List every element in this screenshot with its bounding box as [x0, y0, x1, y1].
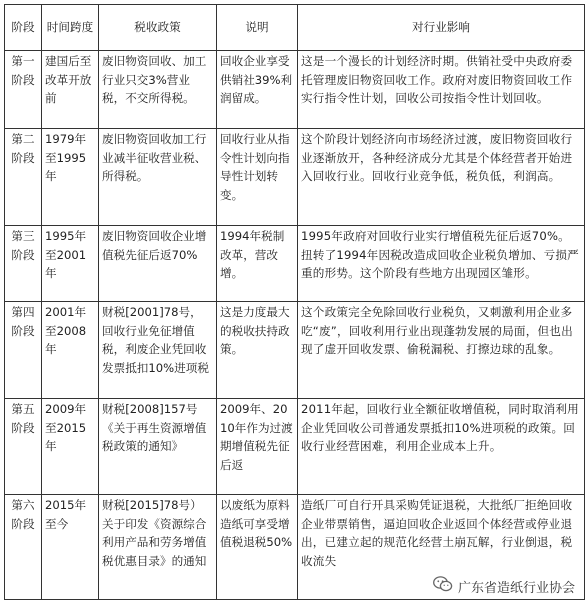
time-cell: 2015年至今 — [42, 495, 99, 600]
policy-cell: 财税[2008]157号《关于再生资源增值税政策的通知》 — [99, 399, 217, 495]
table-row — [5, 226, 585, 302]
stage-cell: 第二阶段 — [5, 129, 42, 226]
note-cell: 1994年税制改革，营改增。 — [217, 226, 298, 302]
impact-cell: 这个阶段计划经济向市场经济过渡，废旧物资回收行业逐渐放开，各种经济成分尤其是个体经营者开始进入回收行业。回收行业竞争低，税负低，利润高。 — [298, 129, 585, 226]
policy-cell: 财税[2015]78号）关于印发《资源综合利用产品和劳务增值税优惠目录》的通知 — [99, 495, 217, 600]
stage-cell: 第三阶段 — [5, 226, 42, 302]
policy-cell: 财税[2001]78号，回收行业免征增值税，利废企业凭回收发票抵扣10%进项税 — [99, 302, 217, 399]
wechat-icon — [433, 576, 453, 596]
tax-policy-table — [4, 4, 585, 600]
time-cell: 2009年至2015年 — [42, 399, 99, 495]
note-cell: 以废纸为原料造纸可享受增值税退税50% — [217, 495, 298, 600]
policy-cell: 废旧物资回收加工行业减半征收营业税、所得税。 — [99, 129, 217, 226]
header-note: 说明 — [217, 5, 298, 51]
impact-cell: 这个政策完全免除回收行业税负，又刺激利用企业多吃“废”，回收利用行业出现蓬勃发展的局面，但也出现了虚开回收发票、偷税漏税、打擦边球的乱象。 — [298, 302, 585, 399]
impact-cell: 2011年起，回收行业全额征收增值税，同时取消利用企业凭回收公司普通发票抵扣10%进项税的政策。回收行业经营困难，利用企业成本上升。 — [298, 399, 585, 495]
stage-cell: 第五阶段 — [5, 399, 42, 495]
policy-cell: 废旧物资回收企业增值税先征后返70% — [99, 226, 217, 302]
impact-cell: 1995年政府对回收行业实行增值税先征后返70%。扭转了1994年因税改造成回收企业税负增加、亏损严重的形势。这个阶段有些地方出现园区雏形。 — [298, 226, 585, 302]
note-cell: 这是力度最大的税收扶持政策。 — [217, 302, 298, 399]
header-impact: 对行业影响 — [298, 5, 585, 51]
header-time: 时间跨度 — [42, 5, 99, 51]
note-cell: 回收企业享受供销社39%利润留成。 — [217, 51, 298, 129]
header-stage: 阶段 — [5, 5, 42, 51]
watermark — [430, 575, 578, 597]
time-cell: 建国后至改革开放前 — [42, 51, 99, 129]
policy-cell: 废旧物资回收、加工行业只交3%营业税，不交所得税。 — [99, 51, 217, 129]
stage-cell: 第四阶段 — [5, 302, 42, 399]
header-row — [5, 5, 585, 51]
stage-cell: 第一阶段 — [5, 51, 42, 129]
table-row — [5, 129, 585, 226]
time-cell: 2001年至2008年 — [42, 302, 99, 399]
time-cell: 1995年至2001年 — [42, 226, 99, 302]
time-cell: 1979年至1995年 — [42, 129, 99, 226]
table-row — [5, 302, 585, 399]
header-policy: 税收政策 — [99, 5, 217, 51]
impact-cell: 造纸厂可自行开具采购凭证退税，大批纸厂拒绝回收企业带票销售，逼迫回收企业返回个体经营或停业退出，已建立起的规范化经营土崩瓦解，行业倒退，税收流失 — [298, 495, 585, 600]
note-cell: 回收行业从指令性计划向指导性计划转变。 — [217, 129, 298, 226]
watermark-text: 广东省造纸行业协会 — [457, 580, 575, 596]
note-cell: 2009年、2010年作为过渡期增值税先征后返 — [217, 399, 298, 495]
stage-cell: 第六阶段 — [5, 495, 42, 600]
impact-cell: 这是一个漫长的计划经济时期。供销社受中央政府委托管理废旧物资回收工作。政府对废旧物资回收工作实行指令性计划，回收公司按指令性计划回收。 — [298, 51, 585, 129]
table-row — [5, 399, 585, 495]
table-row — [5, 51, 585, 129]
